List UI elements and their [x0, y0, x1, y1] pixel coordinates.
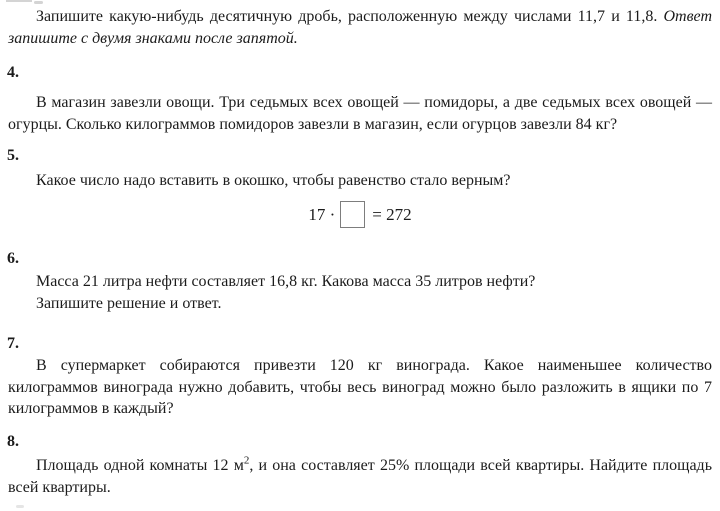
- problem-8-text-end: , и она составляет 25% площади всей квартиры. Найдите площадь всей квартиры.: [8, 457, 712, 496]
- problem-5-text: Какое число надо вставить в окошко, чтобы равенство стало верным?: [36, 172, 511, 189]
- problem-8-text: [8, 455, 712, 498]
- scan-artifact: [6, 0, 32, 2]
- equation-answer-box: [340, 201, 365, 228]
- problem-number-7: 7.: [7, 335, 19, 352]
- equation-17-times-box: [0, 199, 720, 231]
- problem-number-6: 6.: [7, 250, 19, 267]
- problem-6-line-1: Масса 21 литра нефти составляет 16,8 кг. Какова масса 35 литров нефти?: [36, 273, 536, 290]
- intro-note-italic: Ответ запишите с двумя знаками после запятой.: [8, 8, 712, 47]
- problem-number-5: 5.: [7, 147, 19, 164]
- scan-artifact: [34, 1, 43, 4]
- problem-number-4: 4.: [7, 64, 19, 81]
- problem-number-8: 8.: [7, 433, 19, 450]
- equation-right-side: = 272: [372, 205, 412, 224]
- scan-artifact: [16, 505, 24, 508]
- problem-6-line-2: Запишите решение и ответ.: [36, 294, 222, 312]
- intro-paragraph: [8, 6, 712, 49]
- problem-7-text: В супермаркет собираются привезти 120 кг винограда. Какое наименьшее количество килограммов винограда нужно добавить, чтобы весь виноград можно было разложить в ящики по 7 килограммов в каждый?: [8, 357, 712, 417]
- intro-text: Запишите какую-нибудь десятичную дробь, расположенную между числами 11,7 и 11,8.: [36, 8, 664, 25]
- square-meter-superscript: 2: [243, 454, 250, 467]
- problem-8-text-start: Площадь одной комнаты 12 м: [36, 457, 244, 474]
- equation-left-operand: 17 ·: [308, 205, 336, 224]
- problem-6-text: [36, 271, 712, 314]
- problem-4-text: В магазин завезли овощи. Три седьмых всех овощей — помидоры, а две седьмых всех овощей — огурцы. Сколько килограммов помидоров завезли в магазин, если огурцов завезли 84 кг?: [8, 94, 712, 133]
